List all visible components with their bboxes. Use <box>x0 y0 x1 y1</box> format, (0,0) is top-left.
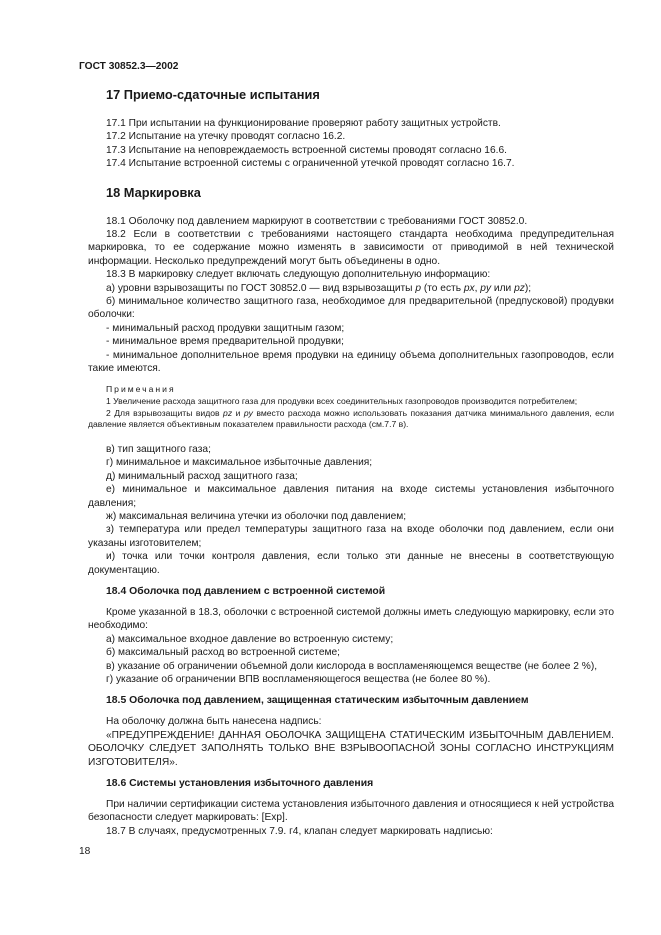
dash-item-2: - минимальное время предварительной продувки; <box>106 336 344 348</box>
item-18-3-d: д) минимальный расход защитного газа; <box>106 470 298 482</box>
page-content <box>88 87 614 838</box>
section-17-heading: 17 Приемо-сдаточные испытания <box>106 87 320 102</box>
item-18-3-a: а) уровни взрывозащиты по ГОСТ 30852.0 — вид взрывозащиты p (то есть px, py или pz); <box>106 282 532 294</box>
subsection-18-5-heading: 18.5 Оболочка под давлением, защищенная статическим избыточным давлением <box>106 695 529 707</box>
item-18-3-zh: ж) максимальная величина утечки из оболочки под давлением; <box>106 510 407 522</box>
item-18-3-b: б) минимальное количество защитного газа, необходимое для предварительной (предпусковой) продувки оболочки: <box>88 296 614 321</box>
subsection-18-6-heading: 18.6 Системы установления избыточного давления <box>106 778 374 789</box>
item-18-4-a: а) максимальное входное давление во встроенную систему; <box>106 633 394 645</box>
clause-17-4: 17.4 Испытание встроенной системы с ограниченной утечкой проводят согласно 16.7. <box>106 158 515 170</box>
running-header: ГОСТ 30852.3—2002 <box>79 61 179 72</box>
warning-inscription: «ПРЕДУПРЕЖДЕНИЕ! ДАННАЯ ОБОЛОЧКА ЗАЩИЩЕНА СТАТИЧЕСКИМ ИЗБЫТОЧНЫМ ДАВЛЕНИЕМ. ОБОЛОЧКУ СЛЕДУЕТ ЗАПОЛНЯТЬ ТОЛЬКО ВНЕ ВЗРЫВООПАСНОЙ ЗОНЫ СОГЛАСНО ИНСТРУКЦИЯМ ИЗГОТОВИТЕЛЯ». <box>88 729 614 768</box>
clause-18-5-intro: На оболочку должна быть нанесена надпись: <box>106 716 322 728</box>
dash-item-1: - минимальный расход продувки защитным газом; <box>106 322 345 334</box>
item-18-3-v: в) тип защитного газа; <box>106 443 211 455</box>
item-18-3-e: е) минимальное и максимальное давления питания на входе системы установления избыточного давления; <box>88 484 614 509</box>
item-18-4-v: в) указание об ограничении объемной доли кислорода в воспламеняющемся веществе (не более 2 %), <box>106 660 598 672</box>
item-18-3-i: и) точка или точки контроля давления, если только эти данные не внесены в соответствующую документацию. <box>88 551 614 576</box>
clause-18-2: 18.2 Если в соответствии с требованиями настоящего стандарта необходима предупредительная маркировка, то ее содержание можно изменять в зависимости от приводимой в ней технической информации. Несколько предупреждений могут быть объединены в одно. <box>88 229 614 267</box>
item-18-3-z: з) температура или предел температуры защитного газа на входе оболочки под давлением, если они указаны изготовителем; <box>88 524 614 549</box>
clause-18-7: 18.7 В случаях, предусмотренных 7.9. г4, клапан следует маркировать надписью: <box>106 825 493 837</box>
notes-title: Примечания <box>106 383 176 394</box>
item-18-4-g: г) указание об ограничении ВПВ воспламеняющегося вещества (не более 80 %). <box>106 673 491 685</box>
item-18-4-b: б) максимальный расход во встроенной системе; <box>106 647 340 659</box>
clause-17-1: 17.1 При испытании на функционирование проверяют работу защитных устройств. <box>106 118 501 129</box>
note-1: 1 Увеличение расхода защитного газа для продувки всех соединительных газопроводов производится потребителем; <box>106 396 578 407</box>
item-18-3-g: г) минимальное и максимальное избыточные давления; <box>106 457 373 469</box>
section-18-heading: 18 Маркировка <box>106 184 201 200</box>
clause-18-4-intro: Кроме указанной в 18.3, оболочки с встроенной системой должны иметь следующую маркировку, если это необходимо: <box>88 606 614 632</box>
page-number: 18 <box>79 846 91 857</box>
dash-item-3: - минимальное дополнительное время продувки на единицу объема дополнительных газопроводов, если такие имеются. <box>88 349 614 375</box>
note-2: 2 Для взрывозащиты видов pz и py вместо расхода можно использовать показания датчика минимального давления, если давление является объективным показателем правильности расхода (см.7.7 в). <box>88 407 614 430</box>
subsection-18-4-heading: 18.4 Оболочка под давлением с встроенной системой <box>106 585 386 597</box>
clause-18-1: 18.1 Оболочку под давлением маркируют в соответствии с требованиями ГОСТ 30852.0. <box>106 215 528 227</box>
clause-18-3: 18.3 В маркировку следует включать следующую дополнительную информацию: <box>106 269 491 281</box>
clause-18-6-intro: При наличии сертификации система установления избыточного давления и относящиеся к ней устройства безопасности следует маркировать: [Exp]. <box>88 799 614 824</box>
clause-17-2: 17.2 Испытание на утечку проводят согласно 16.2. <box>106 131 346 143</box>
clause-17-3: 17.3 Испытание на неповреждаемость встроенной системы проводят согласно 16.6. <box>106 144 507 156</box>
